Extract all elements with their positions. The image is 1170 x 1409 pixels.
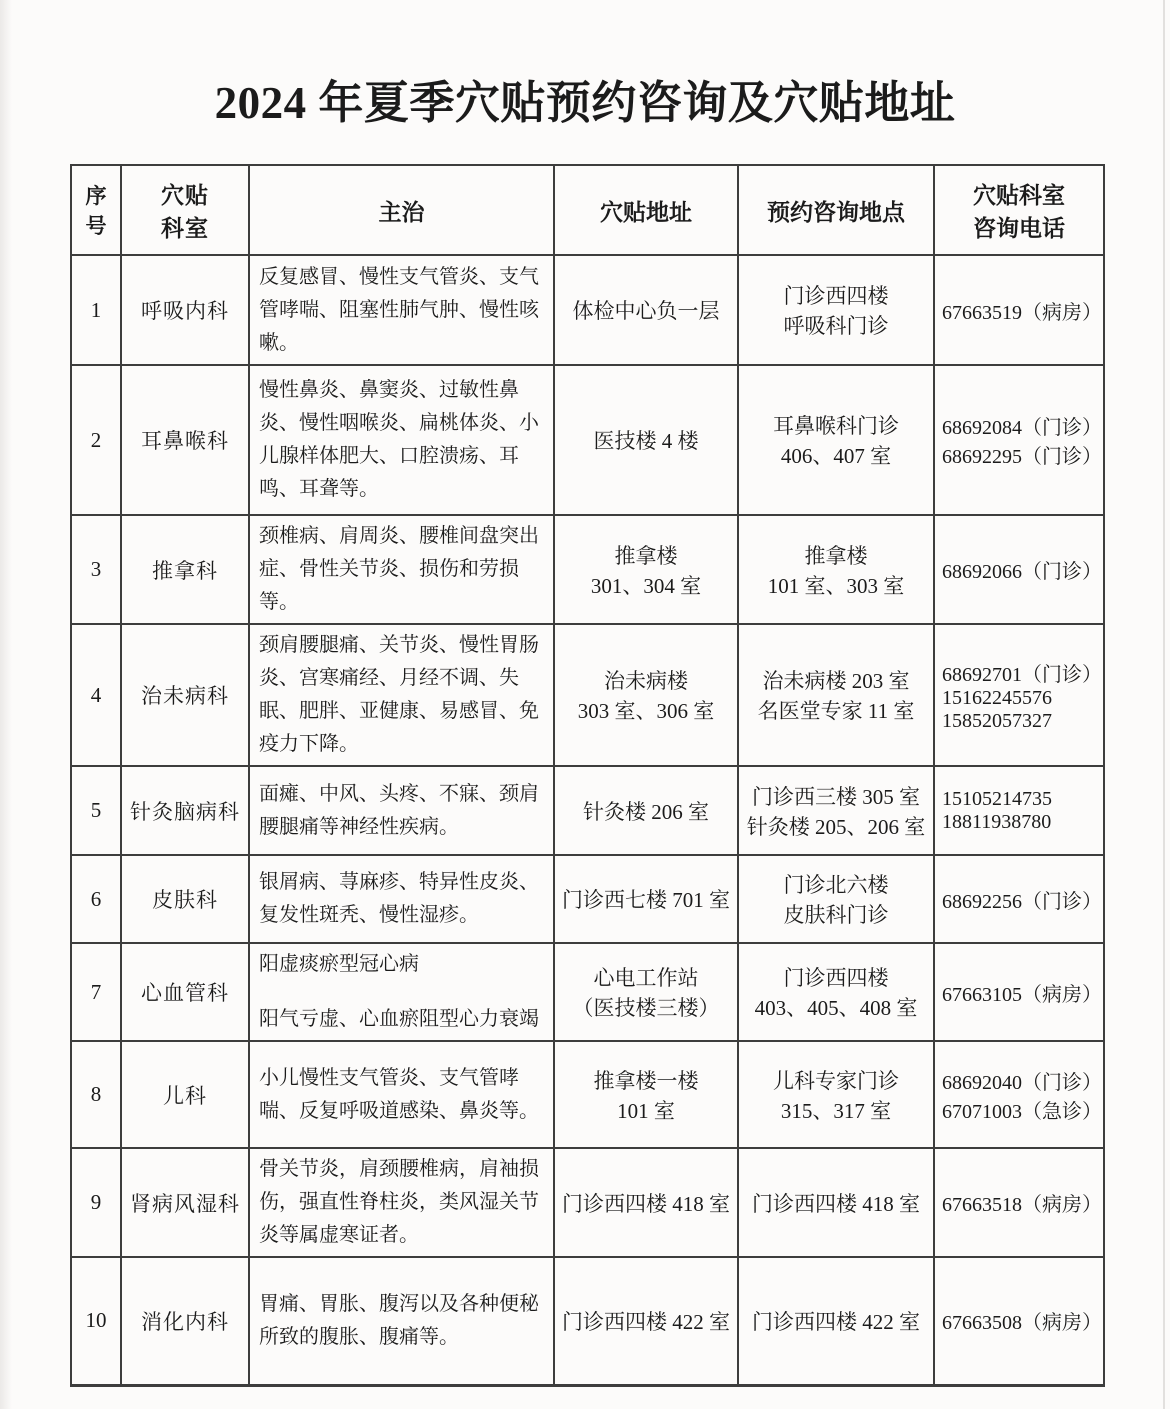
cell-consult (738, 365, 934, 515)
cell-phone (934, 515, 1104, 624)
consult-line: 名医堂专家 11 室 (757, 699, 915, 723)
indications-text: 银屑病、荨麻疹、特异性皮炎、复发性斑秃、慢性湿疹。 (259, 871, 539, 926)
phone-line: 68692256（门诊） (942, 890, 1102, 913)
header-seq-line: 号 (85, 214, 107, 238)
table-row (71, 943, 1104, 1041)
dept-name: 消化内科 (141, 1309, 229, 1334)
table-row (71, 624, 1104, 766)
header-address-label: 穴贴地址 (600, 199, 692, 225)
cell-dept (121, 365, 249, 515)
cell-address (554, 255, 738, 365)
cell-address (554, 766, 738, 855)
cell-consult (738, 515, 934, 624)
cell-dept (121, 1041, 249, 1148)
cell-consult (738, 766, 934, 855)
cell-seq (71, 255, 121, 365)
cell-indications (249, 1148, 554, 1257)
cell-indications (249, 515, 554, 624)
cell-address (554, 1041, 738, 1148)
cell-dept (121, 1257, 249, 1385)
header-consult (738, 165, 934, 255)
address-line: 体检中心负一层 (572, 299, 720, 323)
cell-phone (934, 1041, 1104, 1148)
cell-seq (71, 943, 121, 1041)
header-indications (249, 165, 554, 255)
cell-phone (934, 255, 1104, 365)
consult-line: 门诊西四楼 422 室 (752, 1309, 920, 1334)
cell-indications (249, 766, 554, 855)
table-row (71, 1257, 1104, 1385)
cell-dept (121, 255, 249, 365)
cell-address (554, 943, 738, 1041)
consult-line: 门诊西四楼 (783, 966, 889, 990)
cell-dept (121, 1148, 249, 1257)
indications-text: 阳虚痰瘀型冠心病 (259, 953, 419, 975)
cell-indications (249, 855, 554, 943)
consult-line: 呼吸科门诊 (783, 314, 889, 338)
address-line: 门诊西七楼 701 室 (562, 888, 730, 912)
cell-consult (738, 943, 934, 1041)
row-number: 10 (85, 1308, 107, 1333)
indications-text: 面瘫、中风、头疼、不寐、颈肩腰腿痛等神经性疾病。 (259, 782, 539, 838)
cell-consult (738, 855, 934, 943)
address-line: 治未病楼 (604, 669, 688, 693)
cell-consult (738, 255, 934, 365)
cell-seq (71, 766, 121, 855)
row-number: 6 (90, 886, 102, 911)
cell-dept (121, 624, 249, 766)
table-row (71, 1148, 1104, 1257)
address-line: 门诊西四楼 422 室 (562, 1309, 730, 1334)
header-seq-line: 序 (85, 184, 107, 208)
row-number: 8 (90, 1082, 102, 1106)
consult-line: 101 室、303 室 (767, 573, 905, 598)
header-dept-line: 科室 (161, 216, 209, 241)
cell-consult (738, 624, 934, 766)
dept-name: 治未病科 (141, 684, 229, 708)
cell-seq (71, 855, 121, 943)
cell-consult (738, 1148, 934, 1257)
row-number: 1 (90, 297, 102, 322)
row-number: 5 (90, 798, 102, 822)
dept-name: 针灸脑病科 (130, 799, 240, 824)
phone-line: 68692040（门诊） (942, 1071, 1102, 1094)
cell-phone (934, 766, 1104, 855)
consult-line: 耳鼻喉科门诊 (773, 414, 899, 438)
table-row (71, 1041, 1104, 1148)
cell-indications (249, 624, 554, 766)
cell-dept (121, 855, 249, 943)
cell-address (554, 515, 738, 624)
table-row (71, 365, 1104, 515)
indications-text: 小儿慢性支气管炎、支气管哮喘、反复呼吸道感染、鼻炎等。 (259, 1066, 539, 1122)
phone-line: 15852057327 (942, 709, 1052, 732)
table-row (71, 255, 1104, 365)
address-line: 心电工作站 (593, 966, 699, 990)
row-number: 9 (90, 1190, 102, 1214)
consult-line: 推拿楼 (804, 543, 868, 568)
cell-indications (249, 365, 554, 515)
indications-text: 反复感冒、慢性支气管炎、支气管哮喘、阻塞性肺气肿、慢性咳嗽。 (259, 265, 539, 354)
phone-line: 15162245576 (942, 686, 1052, 709)
phone-line: 67663518（病房） (942, 1194, 1102, 1216)
dept-name: 耳鼻喉科 (141, 429, 229, 453)
phone-line: 68692084（门诊） (942, 417, 1102, 439)
header-dept-line: 穴贴 (161, 183, 209, 208)
cell-address (554, 1257, 738, 1385)
header-address (554, 165, 738, 255)
consult-line: 门诊北六楼 (783, 873, 889, 897)
cell-dept (121, 766, 249, 855)
address-line: （医技楼三楼） (572, 996, 720, 1020)
cell-phone (934, 1257, 1104, 1385)
consult-line: 406、407 室 (780, 444, 892, 468)
cell-address (554, 624, 738, 766)
cell-dept (121, 515, 249, 624)
table-row (71, 766, 1104, 855)
indications-text: 胃痛、胃胀、腹泻以及各种便秘所致的腹胀、腹痛等。 (259, 1292, 539, 1348)
cell-address (554, 1148, 738, 1257)
header-phone (934, 165, 1104, 255)
header-indications-label: 主治 (378, 199, 425, 225)
header-dept (121, 165, 249, 255)
consult-line: 门诊西四楼 (783, 284, 889, 308)
cell-seq (71, 515, 121, 624)
address-line: 101 室 (617, 1098, 675, 1123)
header-consult-label: 预约咨询地点 (767, 199, 905, 225)
table-header-row (71, 165, 1104, 255)
phone-line: 67663508（病房） (942, 1312, 1102, 1335)
phone-line: 67071003（急诊） (942, 1100, 1102, 1123)
dept-name: 儿科 (163, 1083, 207, 1108)
header-phone-line: 穴贴科室 (973, 183, 1065, 208)
cell-dept (121, 943, 249, 1041)
cell-consult (738, 1041, 934, 1148)
dept-name: 肾病风湿科 (130, 1191, 240, 1216)
consult-line: 儿科专家门诊 (773, 1068, 899, 1093)
consult-line: 针灸楼 205、206 室 (746, 814, 926, 839)
row-number: 4 (90, 682, 102, 707)
consult-line: 门诊西三楼 305 室 (752, 784, 920, 809)
phone-line: 15105214735 (942, 787, 1052, 810)
phone-line: 68692295（门诊） (942, 446, 1102, 468)
cell-phone (934, 1148, 1104, 1257)
cell-seq (71, 365, 121, 515)
appointment-table (70, 164, 1105, 1387)
table-row (71, 515, 1104, 624)
address-line: 针灸楼 206 室 (583, 799, 709, 824)
cell-consult (738, 1257, 934, 1385)
cell-phone (934, 943, 1104, 1041)
consult-line: 403、405、408 室 (754, 996, 918, 1020)
address-line: 门诊西四楼 418 室 (562, 1191, 730, 1216)
phone-line: 68692066（门诊） (942, 561, 1102, 583)
cell-indications (249, 1041, 554, 1148)
dept-name: 推拿科 (152, 558, 218, 583)
address-line: 303 室、306 室 (577, 699, 715, 723)
indications-text: 慢性鼻炎、鼻窦炎、过敏性鼻炎、慢性咽喉炎、扁桃体炎、小儿腺样体肥大、口腔溃疡、耳鸣、耳聋等。 (259, 379, 539, 500)
cell-address (554, 365, 738, 515)
cell-indications (249, 1257, 554, 1385)
consult-line: 315、317 室 (780, 1098, 892, 1123)
indications-text: 阳气亏虚、心血瘀阻型心力衰竭 (259, 1008, 539, 1030)
row-number: 7 (90, 979, 102, 1004)
address-line: 301、304 室 (590, 573, 702, 598)
row-number: 2 (90, 427, 102, 452)
cell-phone (934, 855, 1104, 943)
cell-seq (71, 624, 121, 766)
phone-line: 67663105（病房） (942, 983, 1102, 1006)
consult-line: 门诊西四楼 418 室 (752, 1191, 920, 1216)
indications-text: 骨关节炎，肩颈腰椎病，肩袖损伤，强直性脊柱炎，类风湿关节炎等属虚寒证者。 (259, 1158, 539, 1246)
cell-seq (71, 1257, 121, 1385)
dept-name: 心血管科 (141, 981, 229, 1005)
table-row (71, 855, 1104, 943)
consult-line: 皮肤科门诊 (783, 903, 889, 927)
header-seq (71, 165, 121, 255)
dept-name: 呼吸内科 (141, 299, 229, 323)
cell-phone (934, 624, 1104, 766)
cell-phone (934, 365, 1104, 515)
cell-seq (71, 1148, 121, 1257)
phone-line: 18811938780 (942, 810, 1052, 833)
row-number: 3 (90, 557, 102, 581)
address-line: 医技楼 4 楼 (593, 429, 699, 453)
dept-name: 皮肤科 (152, 888, 218, 912)
phone-line: 68692701（门诊） (942, 663, 1102, 686)
cell-seq (71, 1041, 121, 1148)
phone-line: 67663519（病房） (942, 301, 1102, 324)
consult-line: 治未病楼 203 室 (762, 669, 910, 693)
address-line: 推拿楼 (614, 543, 678, 568)
indications-text: 颈肩腰腿痛、关节炎、慢性胃肠炎、宫寒痛经、月经不调、失眠、肥胖、亚健康、易感冒、免疫力下降。 (259, 634, 539, 755)
indications-text: 颈椎病、肩周炎、腰椎间盘突出症、骨性关节炎、损伤和劳损等。 (259, 525, 539, 613)
cell-address (554, 855, 738, 943)
header-phone-line: 咨询电话 (973, 216, 1065, 241)
cell-indications (249, 943, 554, 1041)
cell-indications (249, 255, 554, 365)
address-line: 推拿楼一楼 (593, 1068, 699, 1093)
page-title: 2024 年夏季穴贴预约咨询及穴贴地址 (214, 78, 956, 128)
